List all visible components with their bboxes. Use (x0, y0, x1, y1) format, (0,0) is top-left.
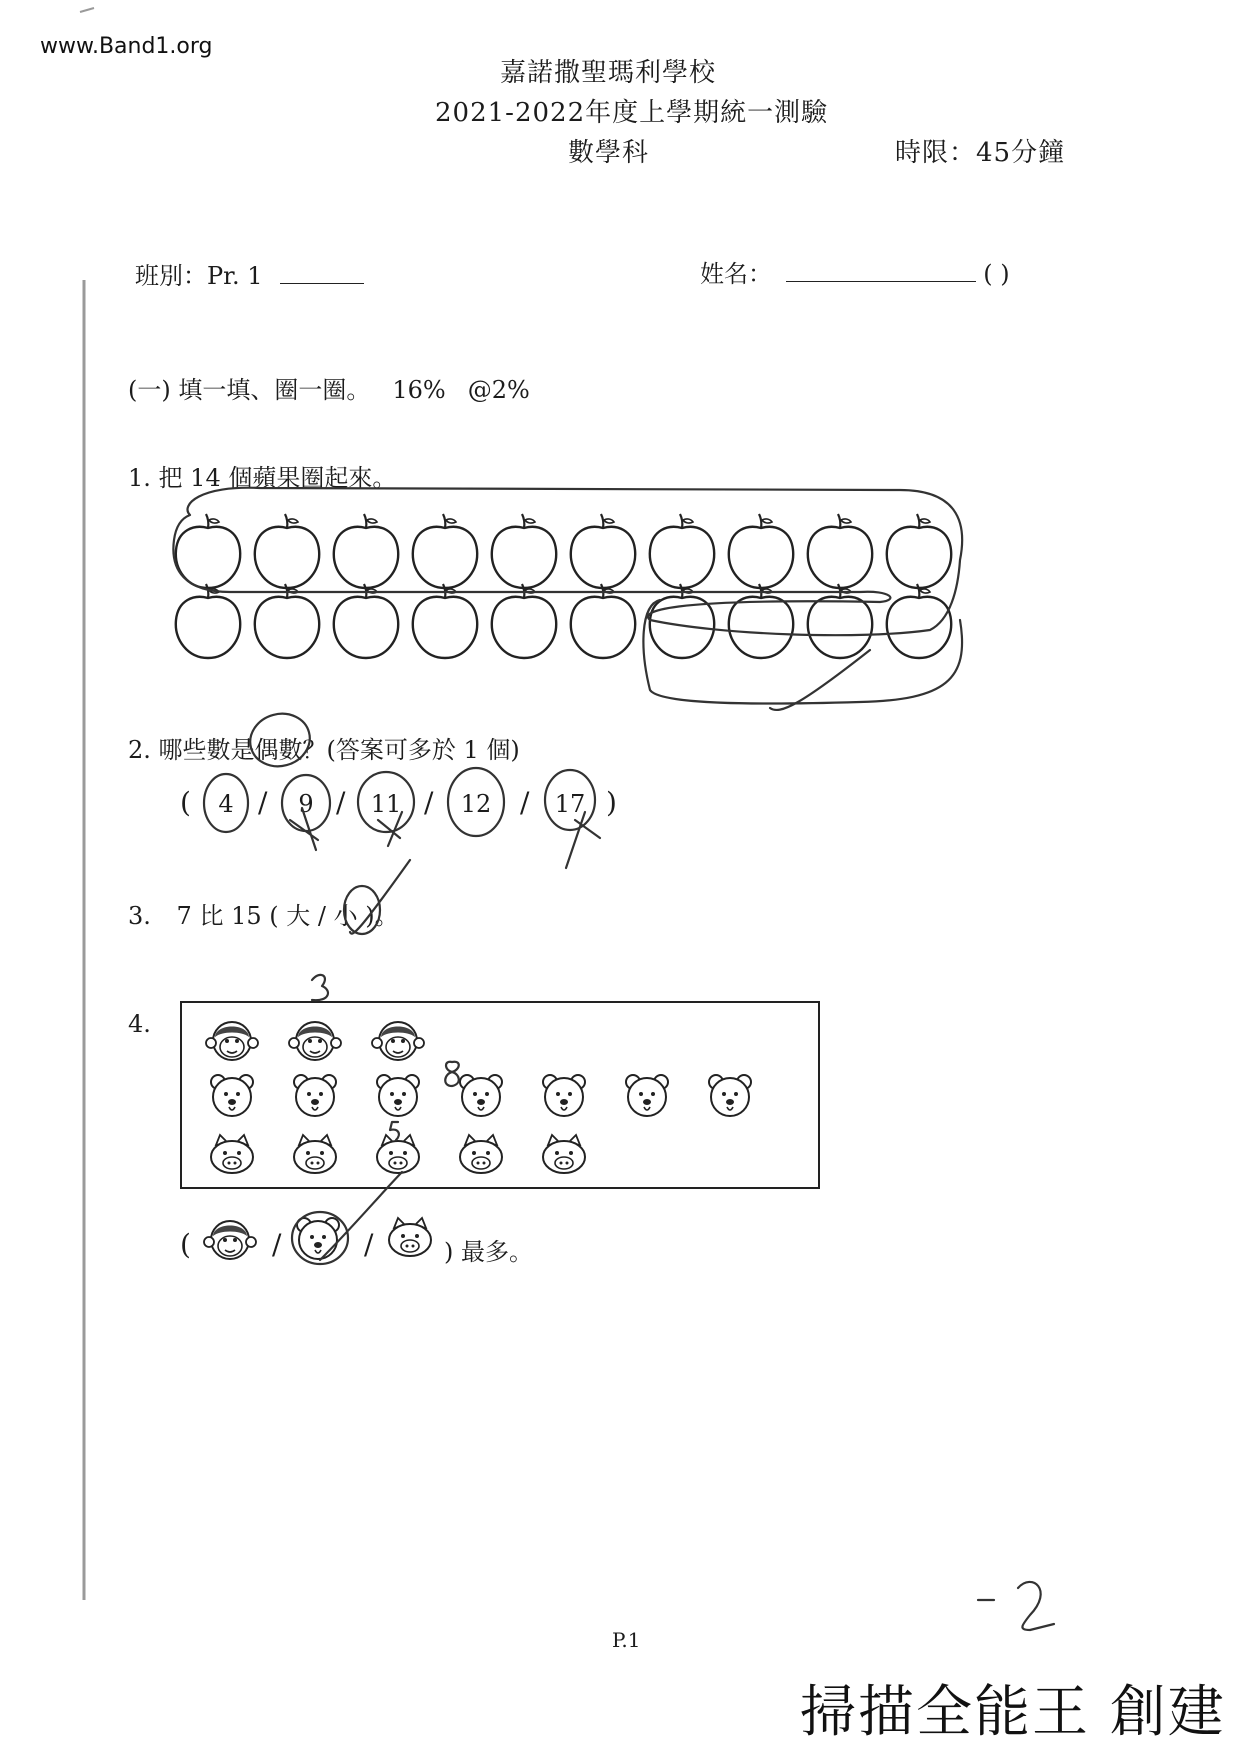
scanner-watermark: 掃描全能王 創建 (800, 1680, 1226, 1745)
page-number: P.1 (612, 1628, 641, 1652)
q4-slash (320, 1172, 402, 1260)
q1-number: 1. (128, 464, 151, 492)
q2-option[interactable]: 4 (218, 790, 234, 818)
q2-separator: / (258, 786, 268, 819)
q2-separator: / (424, 786, 434, 819)
section-marks: 16% (392, 376, 446, 404)
class-label: 班別：Pr. 1 (135, 262, 263, 290)
q4-open-paren: ( (180, 1228, 191, 1261)
even-word-circle (244, 707, 315, 773)
section-each-mark: @2% (467, 376, 530, 404)
name-label: 姓名： (700, 260, 772, 288)
answer-bear-circle (292, 1212, 348, 1264)
q1-circle-bottom (643, 600, 962, 704)
q2-close-paren: ) (606, 786, 617, 819)
q2-cross-17 (566, 812, 600, 868)
q2-option[interactable]: 9 (298, 790, 314, 818)
q1-check (770, 650, 870, 710)
q2-option[interactable]: 11 (370, 790, 402, 818)
q4-number: 4. (128, 1010, 151, 1038)
q3-check (350, 860, 410, 934)
q2-separator: / (336, 786, 346, 819)
q3-text-end: )。 (365, 902, 399, 930)
hw-5 (390, 1122, 399, 1140)
q4-answer-text: ) 最多。 (444, 1238, 533, 1266)
section-title: (一) 填一填、圈一圈。 (128, 376, 371, 404)
exam-title: 2021-2022年度上學期統一測驗 (435, 98, 829, 128)
watermark-text: www.Band1.org (40, 34, 213, 59)
hw-8 (445, 1062, 459, 1086)
q3-option-big[interactable]: 大 (286, 902, 311, 930)
q2-number: 2. (128, 736, 151, 764)
q3-number: 3. (128, 902, 151, 930)
time-limit: 時限：45分鐘 (895, 138, 1066, 168)
score-two (1018, 1582, 1054, 1630)
q2-circle-12 (448, 768, 504, 836)
question-3: 3. 7 比 15 ( 大 / 小 )。 (128, 902, 399, 930)
q3-text-start: 7 比 15 ( (176, 902, 279, 930)
q2-text: 哪些數是偶數？(答案可多於 1 個) (158, 736, 520, 764)
q3-option-small[interactable]: 小 (333, 902, 358, 930)
q4-separator: / (272, 1228, 282, 1261)
class-number-parens: ( ) (983, 260, 1010, 288)
hw-3 (312, 975, 328, 1000)
q2-circle-4 (204, 774, 248, 832)
school-name: 嘉諾撒聖瑪利學校 (500, 58, 717, 88)
q2-option[interactable]: 12 (460, 790, 492, 818)
q2-circle-17 (545, 770, 595, 830)
q2-separator: / (520, 786, 530, 819)
q2-open-paren: ( (180, 786, 191, 819)
q2-option[interactable]: 17 (554, 790, 586, 818)
q1-text: 把 14 個蘋果圈起來。 (158, 464, 397, 492)
q4-separator: / (364, 1228, 374, 1261)
q1-circle-top (173, 488, 962, 636)
subject-title: 數學科 (568, 138, 650, 168)
q2-circle-11 (358, 772, 414, 832)
